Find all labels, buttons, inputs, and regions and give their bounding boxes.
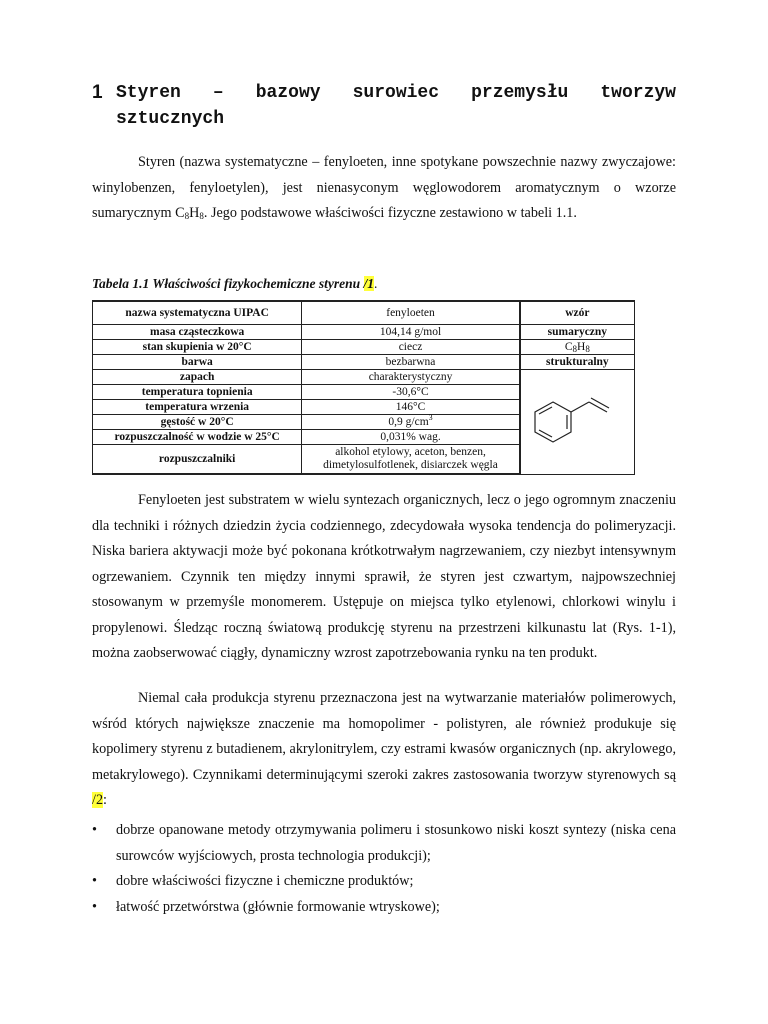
formula-strukturalny-label: strukturalny <box>520 355 635 370</box>
property-value: 146°C <box>302 400 520 415</box>
table-row <box>93 355 635 370</box>
table-caption-reference: /1 <box>363 276 375 291</box>
property-label: temperatura topnienia <box>93 385 302 400</box>
formula-h-letter: H <box>577 340 586 353</box>
property-value: bezbarwna <box>302 355 520 370</box>
structural-formula-cell <box>520 370 635 475</box>
intro-text-start: Styren (nazwa systematyczne – fenyloeten, inne spotykane powszechnie nazwy zwyczajowe: winylobenzen, fenyloetylen), jest nienasyconym węglowodorem aromatycznym o wzorze sumarycznym C <box>92 154 676 221</box>
formula-header: wzór <box>520 301 635 325</box>
bullet-icon: • <box>92 822 97 838</box>
table-row <box>93 370 635 385</box>
vinyl-single-bond <box>571 402 589 412</box>
paragraph-production-reference: /2 <box>92 792 104 808</box>
formula-h: H <box>189 205 200 221</box>
formula-c-sub: 8 <box>572 343 578 354</box>
table-caption-text: Tabela 1.1 Właściwości fizykochemiczne styrenu <box>92 276 364 291</box>
property-value <box>302 412 520 430</box>
paragraph-polymerization: Fenyloeten jest substratem w wielu syntezach organicznych, lecz o jego ogromnym znaczeniu dla techniki i różnych dziedzin życia codziennego, zdecydowała wysoka tendencja do polimeryzacji. Niska bariera aktywacji może być pokonana krótkotrwałym nagrzewaniem, czy niezbyt intensywnym ogrzewaniem. Czynnik ten między innymi sprawił, że styren jest czwartym, najpowszechniej stosowanym w przemyśle monomerem. Ustępuje on miejsca tylko etylenowi, chlorkowi winylu i propylenowi. Śledząc roczną światową produkcję styrenu na przestrzeni kilkunastu lat (Rys. 1-1), można zaobserwować ciągły, dynamiczny wzrost zapotrzebowania rynku na ten produkt. <box>92 492 676 661</box>
intro-text-end: . Jego podstawowe właściwości fizyczne zestawiono w tabeli 1.1. <box>203 205 577 221</box>
property-value: charakterystyczny <box>302 370 520 385</box>
property-label: stan skupienia w 20°C <box>93 340 302 355</box>
list-item <box>92 818 676 869</box>
list-item-text: łatwość przetwórstwa (głównie formowanie wtryskowe); <box>116 898 440 915</box>
table-row <box>93 325 635 340</box>
formula-sumaryczny-value <box>520 340 635 355</box>
bullet-icon: • <box>92 873 97 889</box>
table-row <box>93 340 635 355</box>
formula-subscript-h: 8 <box>199 211 204 221</box>
property-label: rozpuszczalniki <box>93 445 302 475</box>
properties-table <box>92 300 635 475</box>
property-label: gęstość w 20°C <box>93 415 302 430</box>
section-heading <box>92 80 676 132</box>
table-header-label: nazwa systematyczna UIPAC <box>93 301 302 325</box>
paragraph-production-end: : <box>103 792 107 808</box>
section-number: 1 <box>92 82 103 103</box>
property-value: -30,6°C <box>302 385 520 400</box>
property-label: rozpuszczalność w wodzie w 25°C <box>93 430 302 445</box>
formula-c: C <box>564 340 573 353</box>
property-value: 0,031% wag. <box>302 430 520 445</box>
table-caption-end: . <box>374 276 378 291</box>
density-unit-exponent: 3 <box>428 412 433 422</box>
section-title: Styren – bazowy surowiec przemysłu tworzyw sztucznych <box>116 83 676 129</box>
factors-list <box>92 818 676 920</box>
benzene-ring <box>535 402 571 442</box>
property-label: barwa <box>93 355 302 370</box>
property-value: ciecz <box>302 340 520 355</box>
list-item <box>92 895 676 921</box>
table-row <box>93 301 635 325</box>
paragraph-production <box>92 686 676 814</box>
formula-sumaryczny-label: sumaryczny <box>520 325 635 340</box>
table-header-value: fenyloeten <box>302 301 520 325</box>
property-label: masa cząsteczkowa <box>93 325 302 340</box>
table-caption <box>92 276 377 292</box>
property-label: temperatura wrzenia <box>93 400 302 415</box>
density-value: 0,9 g/cm <box>388 415 429 428</box>
list-item-text: dobrze opanowane metody otrzymywania polimeru i stosunkowo niski koszt syntezy (niska cena surowców wyjściowych, prosta technologia produkcji); <box>116 822 676 864</box>
list-item <box>92 869 676 895</box>
vinyl-double-bond <box>589 402 607 412</box>
formula-h-sub: 8 <box>585 343 590 354</box>
paragraph-production-text: Niemal cała produkcja styrenu przeznaczona jest na wytwarzanie materiałów polimerowych, wśród których największe znaczenie ma homopolimer - polistyren, ale również produkuje się kopolimery styrenu z butadienem, akrylonitrylem, czy estrami kwasów organicznych (np. akrylowego, metakrylowego). Czynnikami determinującymi szeroki zakres zastosowania tworzyw styrenowych są <box>92 690 676 783</box>
vinyl-double-bond-inner <box>591 398 609 408</box>
bullet-icon: • <box>92 898 97 915</box>
property-value: 104,14 g/mol <box>302 325 520 340</box>
styrene-structure-icon <box>525 372 629 468</box>
list-item-text: dobre właściwości fizyczne i chemiczne produktów; <box>116 873 414 889</box>
property-label: zapach <box>93 370 302 385</box>
property-value: alkohol etylowy, aceton, benzen, dimetylosulfotlenek, disiarczek węgla <box>302 445 520 475</box>
intro-paragraph <box>92 150 676 227</box>
formula-subscript-c: 8 <box>184 211 190 221</box>
